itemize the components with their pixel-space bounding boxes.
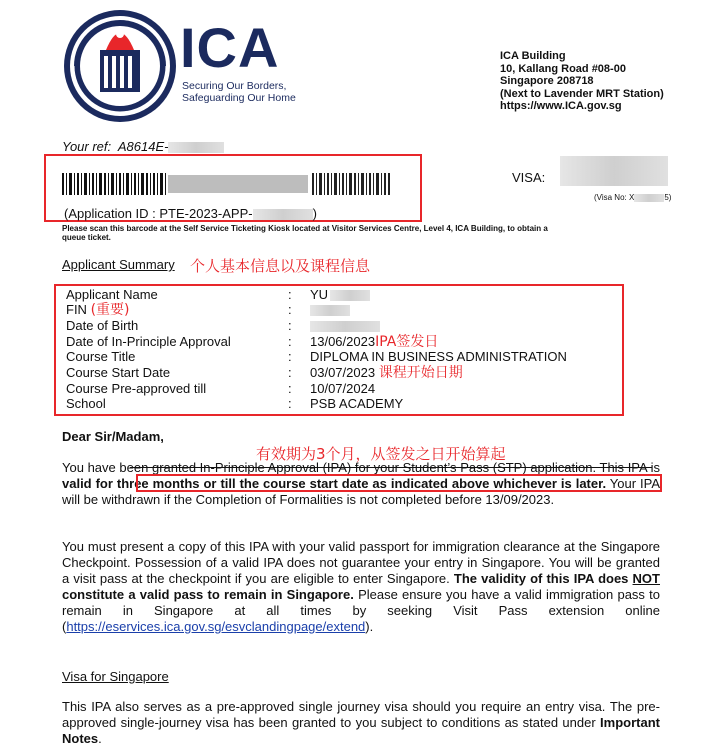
summary-row-course-start: Course Start Date : 03/07/2023 课程开始日期 [66,365,463,381]
summary-row-school: School : PSB ACADEMY [66,396,404,411]
summary-row-ipa-date: Date of In-Principle Approval : 13/06/2023IPA签发日 [66,334,439,350]
ica-seal-logo [60,6,180,126]
barcode-scan-note: Please scan this barcode at the Self Service Ticketing Kiosk located at Visitor Services Centre, Level 4, ICA Building, to obtain a queue ticket. [62,224,548,242]
paragraph-ipa-validity: You have been granted In-Principle Approval (IPA) for your Student’s Pass (STP) application. This IPA is valid for three months or till the course start date as indicated above whichever is later. Your IPA will be withdrawn if the Completion of Formalities is not completed before 13/09/2023. [62,460,660,507]
your-ref: Your ref: A8614E- [62,139,224,154]
applicant-summary-heading: Applicant Summary [62,257,175,272]
summary-row-course-title: Course Title : DIPLOMA IN BUSINESS ADMINISTRATION [66,349,567,364]
paragraph-immigration: You must present a copy of this IPA with your valid passport for immigration clearance at the Singapore Checkpoint. Possession of a valid IPA does not guarantee your entry in Singapore. You will be granted a visit pass at the checkpoint if you are eligible to enter Singapore. The validity of this IPA does NOT constitute a valid pass to remain in Singapore. Please ensure you have a valid immigration pass to remain in Singapore at all times by seeking Visit Pass extension online (https://eservices.ica.gov.sg/esvclandingpage/extend). [62,539,661,634]
barcode [62,173,392,195]
validity-annotation: 有效期为3个月，从签发之日开始算起 [256,445,506,463]
visa-redacted [560,156,668,186]
summary-row-dob: Date of Birth : [66,319,606,333]
salutation: Dear Sir/Madam, [62,429,164,444]
application-id: (Application ID : PTE-2023-APP- ) [64,206,317,221]
summary-row-name: Applicant Name : YU [66,288,606,302]
visa-for-singapore-heading: Visa for Singapore [62,669,169,684]
strikethrough-line [130,467,652,468]
visa-number: (Visa No: X 5) [594,193,672,202]
validity-highlight-box [136,474,662,492]
ica-address: ICA Building 10, Kallang Road #08-00 Singapore 208718 (Next to Lavender MRT Station) https://www.ICA.gov.sg [500,50,664,112]
visit-pass-extension-link[interactable]: https://eservices.ica.gov.sg/esvclandingpage/extend [66,619,366,634]
ica-tagline: Securing Our Borders, Safeguarding Our Home [182,80,296,104]
summary-annotation: 个人基本信息以及课程信息 [190,257,371,275]
paragraph-visa: This IPA also serves as a pre-approved single journey visa should you require an entry visa. The pre-approved single-journey visa has been granted to you subject to conditions as stated under Important Notes. [62,699,660,746]
ica-wordmark: ICA [180,16,280,79]
summary-row-preapproved: Course Pre-approved till : 10/07/2024 [66,381,376,396]
visa-label: VISA: [512,170,546,185]
summary-row-fin: FIN (重要) : [66,303,606,317]
